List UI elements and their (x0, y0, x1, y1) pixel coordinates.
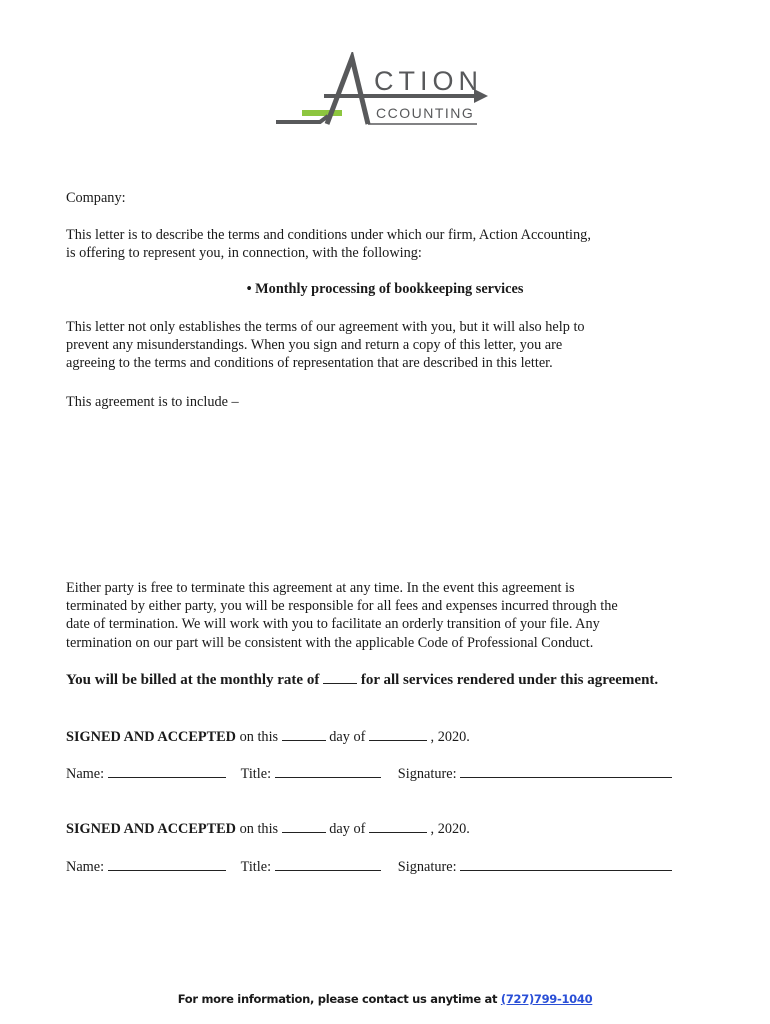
signature-blank[interactable] (460, 858, 672, 871)
paragraph-line: Either party is free to terminate this agreement at any time. In the event this agreement is (66, 580, 575, 596)
agreement-paragraph (66, 318, 706, 373)
signature-label: Signature: (397, 766, 457, 782)
agreement-intro: This agreement is to include – (66, 394, 239, 410)
footer-text: For more information, please contact us anytime at (177, 992, 501, 1006)
title-blank[interactable] (275, 858, 381, 871)
name-label: Name: (66, 859, 105, 875)
signature-label: Signature: (397, 859, 457, 875)
day-blank[interactable] (282, 820, 326, 833)
intro-paragraph (66, 226, 706, 262)
termination-paragraph (66, 579, 706, 652)
phone-link[interactable]: (727)799-1040 (500, 992, 593, 1006)
day-of-text: day of (325, 729, 369, 745)
logo-graphic (272, 52, 502, 134)
paragraph-line: termination on our part will be consistent with the applicable Code of Professional Conduct. (66, 634, 594, 651)
logo-word-top: CTION (374, 66, 483, 96)
rate-suffix: for all services rendered under this agreement. (360, 672, 659, 688)
paragraph-line: terminated by either party, you will be responsible for all fees and expenses incurred through the (66, 598, 618, 615)
year-text: , 2020. (426, 729, 470, 745)
name-title-signature-line (66, 765, 672, 783)
on-this-text: on this (236, 729, 282, 745)
rate-prefix: You will be billed at the monthly rate of (66, 672, 320, 688)
month-blank[interactable] (369, 728, 427, 741)
signature-blank[interactable] (460, 765, 672, 778)
name-title-signature-line (66, 858, 672, 876)
paragraph-line: prevent any misunderstandings. When you sign and return a copy of this letter, you are (66, 337, 563, 354)
rate-blank[interactable] (323, 671, 357, 684)
name-blank[interactable] (108, 858, 226, 871)
paragraph-line: date of termination. We will work with you to facilitate an orderly transition of your file. Any (66, 616, 600, 633)
logo-word-bottom: CCOUNTING (376, 105, 475, 121)
signed-accepted-label: SIGNED AND ACCEPTED (66, 729, 237, 745)
intro-line: This letter is to describe the terms and conditions under which our firm, Action Accounting, (66, 227, 591, 243)
service-bullet: • Monthly processing of bookkeeping services (246, 281, 524, 297)
intro-line: is offering to represent you, in connection, with the following: (66, 245, 422, 262)
name-blank[interactable] (108, 765, 226, 778)
action-accounting-logo (272, 52, 502, 134)
title-blank[interactable] (275, 765, 381, 778)
name-label: Name: (66, 766, 105, 782)
title-label: Title: (240, 766, 272, 782)
billing-rate-statement (66, 671, 658, 689)
footer-contact (0, 992, 770, 1006)
title-label: Title: (240, 859, 272, 875)
company-label: Company: (66, 190, 126, 206)
month-blank[interactable] (369, 820, 427, 833)
signed-accepted-line (66, 728, 470, 746)
signed-accepted-label: SIGNED AND ACCEPTED (66, 821, 237, 837)
on-this-text: on this (236, 821, 282, 837)
paragraph-line: agreeing to the terms and conditions of representation that are described in this letter. (66, 355, 553, 372)
paragraph-line: This letter not only establishes the terms of our agreement with you, but it will also help to (66, 319, 585, 335)
day-blank[interactable] (282, 728, 326, 741)
year-text: , 2020. (426, 821, 470, 837)
day-of-text: day of (325, 821, 369, 837)
signed-accepted-line (66, 820, 470, 838)
